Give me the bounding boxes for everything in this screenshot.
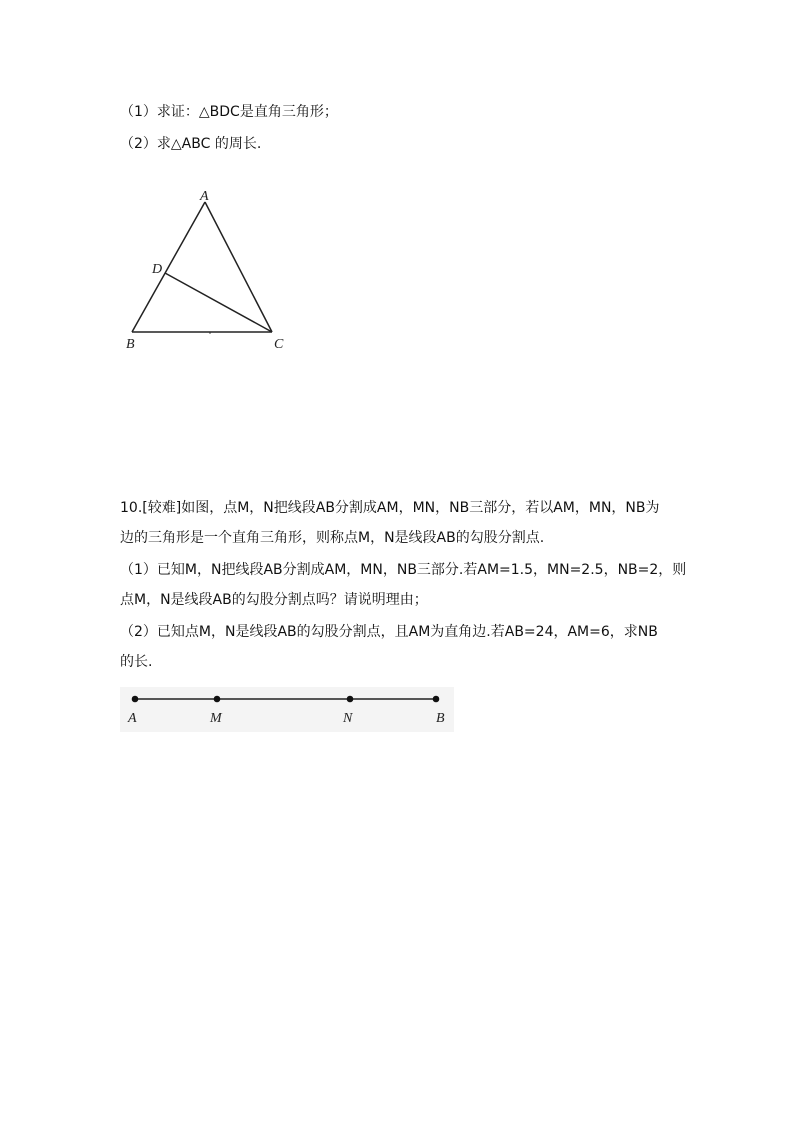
problem10-intro-line1: 10.[较难]如图，点M，N把线段AB分割成AM，MN，NB三部分，若以AM，MN，NB为 [120,500,660,516]
point-m [214,696,221,703]
triangle-figure [110,180,310,360]
problem9-part2: （2）求△ABC 的周长. [120,136,262,152]
problem10-part1-line2: 点M，N是线段AB的勾股分割点吗？请说明理由； [120,592,428,608]
label-m: M [210,711,222,726]
problem10-part2-line2: 的长. [120,654,153,670]
label-c: C [274,337,284,352]
problem10-intro-line2: 边的三角形是一个直角三角形，则称点M，N是线段AB的勾股分割点. [120,530,545,546]
side-ab [132,202,205,332]
problem9-part1: （1）求证：△BDC是直角三角形； [120,104,338,120]
tick-dot [209,332,211,334]
point-b [433,696,440,703]
problem10-part2-line1: （2）已知点M，N是线段AB的勾股分割点，且AM为直角边.若AB=24，AM=6，求NB [120,624,658,640]
point-n [347,696,354,703]
label-a: A [128,711,137,726]
label-a: A [200,189,209,204]
label-b: B [436,711,445,726]
problem10-part1-line1: （1）已知M，N把线段AB分割成AM，MN，NB三部分.若AM=1.5，MN=2.5，NB=2，则 [120,562,687,578]
segment-figure [120,687,454,732]
label-n: N [343,711,353,726]
side-ac [205,202,272,332]
segment-dc [165,273,272,332]
label-d: D [152,262,163,277]
label-b: B [126,337,135,352]
point-a [132,696,139,703]
